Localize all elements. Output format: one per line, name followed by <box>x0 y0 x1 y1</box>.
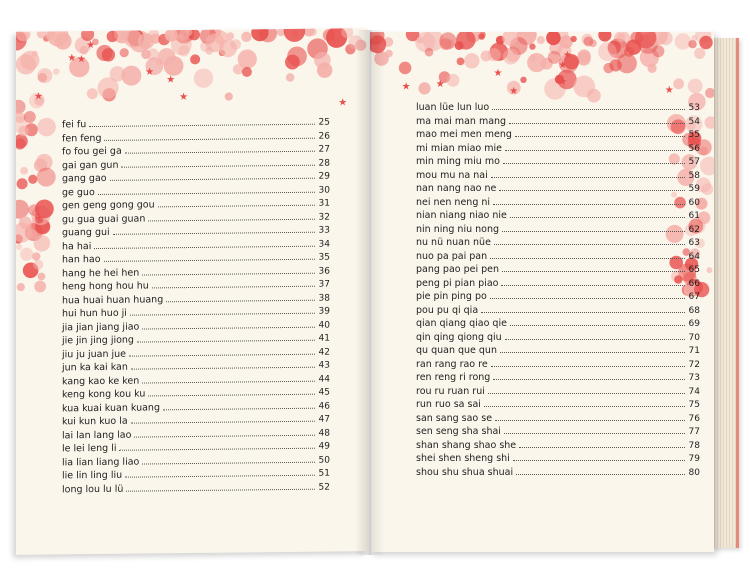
toc-entry-label: ge guo <box>62 186 95 198</box>
toc-page-number: 72 <box>688 359 700 370</box>
dot-leader <box>491 365 685 367</box>
dot-leader <box>493 378 684 380</box>
toc-entry-label: nin ning niu nong <box>416 223 500 235</box>
toc-page-number: 77 <box>688 427 700 437</box>
toc-page-number: 66 <box>688 278 700 289</box>
toc-page-number: 52 <box>318 482 330 493</box>
toc-entry <box>416 155 700 169</box>
toc-entry-label: pou pu qi qia <box>416 304 479 316</box>
toc-entry-label: mou mu na nai <box>416 169 488 181</box>
confetti-dot <box>20 248 33 261</box>
confetti-dot <box>478 33 485 40</box>
toc-page-number: 43 <box>318 360 330 371</box>
dot-leader <box>504 432 685 434</box>
dot-leader <box>142 325 314 329</box>
dot-leader <box>110 177 315 181</box>
dot-leader <box>129 352 315 356</box>
toc-page-number: 38 <box>318 293 330 304</box>
toc-page-number: 69 <box>688 319 700 329</box>
toc-entry-label: nuo pa pai pan <box>416 250 488 262</box>
toc-page-number: 74 <box>688 386 700 397</box>
confetti-dot <box>609 59 621 71</box>
toc-page-number: 73 <box>688 373 700 383</box>
toc-page-number: 71 <box>688 346 700 356</box>
confetti-dot <box>705 116 715 129</box>
confetti-dot <box>675 33 691 49</box>
star-icon: ★ <box>77 54 86 66</box>
confetti-dot <box>694 48 705 59</box>
toc-entry-label: nian niang niao nie <box>416 210 507 221</box>
toc-entry-label: gai gan gun <box>62 159 119 171</box>
toc-entry-label: peng pi pian piao <box>416 277 499 289</box>
star-icon: ★ <box>67 52 77 65</box>
toc-entry <box>416 277 700 291</box>
dot-leader <box>104 258 315 262</box>
toc-entry <box>416 169 700 183</box>
toc-entry-label: run ruo sa sai <box>416 399 481 410</box>
confetti-dot <box>238 49 257 68</box>
toc-page-number: 25 <box>318 117 330 128</box>
toc-entry-label: heng hong hou hu <box>62 280 149 293</box>
toc-page-number: 53 <box>688 103 700 113</box>
star-icon: ★ <box>401 81 411 93</box>
toc-entry-label: hua huai huan huang <box>62 293 164 306</box>
toc-entry-label: kui kun kuo la <box>62 415 128 428</box>
star-icon: ★ <box>166 74 176 86</box>
toc-entry <box>416 452 700 466</box>
toc-entry-label: shou shu shua shuai <box>416 466 514 478</box>
toc-page-number: 65 <box>688 265 700 275</box>
toc-entry <box>416 358 700 372</box>
dot-leader <box>125 474 314 478</box>
confetti-dot <box>34 281 46 293</box>
toc-page-number: 42 <box>318 347 330 358</box>
toc-entry-label: min ming miu mo <box>416 156 500 167</box>
star-icon: ★ <box>558 76 568 88</box>
toc-entry-label: sen seng sha shai <box>416 426 501 437</box>
confetti-dot <box>385 50 393 58</box>
toc-entry <box>416 236 700 250</box>
confetti-dot <box>571 36 577 42</box>
toc-page-number: 78 <box>688 440 700 451</box>
confetti-dot <box>28 175 37 184</box>
confetti-dot <box>598 42 617 61</box>
confetti-dot <box>425 48 434 57</box>
toc-entry-label: hui hun huo ji <box>62 307 127 320</box>
toc-page-number: 46 <box>318 401 330 412</box>
toc-page-number: 54 <box>688 116 700 127</box>
star-icon: ★ <box>338 97 348 109</box>
dot-leader <box>166 298 314 302</box>
toc-page-number: 31 <box>318 198 330 209</box>
toc-entry-label: lai lan lang lao <box>62 429 132 441</box>
toc-page-number: 61 <box>688 211 700 221</box>
toc-entry-label: qian qiang qiao qie <box>416 318 507 329</box>
toc-page-number: 40 <box>318 320 330 331</box>
toc-entry-label: hang he hei hen <box>62 267 140 279</box>
right-page <box>370 32 714 552</box>
toc-page-number: 58 <box>688 170 700 181</box>
toc-page-number: 49 <box>318 441 330 452</box>
confetti-dot <box>691 35 697 41</box>
dot-leader <box>119 447 314 451</box>
confetti-dot <box>16 200 29 219</box>
dot-leader <box>142 379 314 383</box>
toc-entry <box>416 344 700 358</box>
dot-leader <box>509 122 684 124</box>
page-edges <box>712 38 739 548</box>
confetti-dot <box>17 178 28 189</box>
toc-entry <box>416 115 700 129</box>
toc-entry-label: long lou lu lü <box>62 483 124 495</box>
toc-entry <box>416 101 700 115</box>
dot-leader <box>519 446 684 448</box>
dot-leader <box>134 433 314 437</box>
toc-entry-label: lie lin ling liu <box>62 469 123 482</box>
dot-leader <box>148 217 314 221</box>
toc-entry-label: mao mei men meng <box>416 129 512 140</box>
toc-page-number: 60 <box>688 197 700 208</box>
toc-page-number: 47 <box>318 414 330 425</box>
toc-entry-label: kang kao ke ken <box>62 375 140 387</box>
dot-leader <box>137 339 315 343</box>
confetti-dot <box>624 47 634 57</box>
toc-entry-label: ren reng ri rong <box>416 372 491 383</box>
dot-leader <box>493 203 685 205</box>
toc-page-number: 33 <box>318 225 330 236</box>
toc-entry <box>416 250 700 264</box>
toc-entry-label: qin qing qiong qiu <box>416 331 502 343</box>
confetti-dot <box>121 66 141 86</box>
star-icon: ★ <box>558 60 568 72</box>
confetti-dot <box>688 40 696 48</box>
toc-entry-label: qu quan que qun <box>416 345 497 356</box>
toc-entry-label: shei shen sheng shi <box>416 453 510 464</box>
toc-entry-label: jun ka kai kan <box>62 361 128 374</box>
star-icon: ★ <box>664 85 674 97</box>
dot-leader <box>104 136 314 140</box>
confetti-dot <box>503 49 519 65</box>
toc-page-number: 56 <box>688 143 700 154</box>
confetti-dot <box>53 68 60 75</box>
confetti-dot <box>706 267 712 273</box>
toc-page-number: 75 <box>688 400 700 410</box>
toc-page-number: 35 <box>318 252 330 263</box>
confetti-dot <box>194 68 213 88</box>
toc-page-number: 36 <box>318 266 330 277</box>
toc-entry-label: lia lian liang liao <box>62 456 140 468</box>
toc-entry <box>416 317 700 331</box>
toc-page-number: 34 <box>318 239 330 250</box>
confetti-dot <box>242 67 252 77</box>
dot-leader <box>505 149 685 151</box>
confetti-dot <box>481 51 492 62</box>
confetti-dot <box>399 62 412 75</box>
toc-page-number: 30 <box>318 185 330 196</box>
confetti-dot <box>286 73 295 82</box>
dot-leader <box>121 163 314 167</box>
confetti-dot <box>309 28 317 36</box>
toc-page-number: 68 <box>688 305 700 316</box>
dot-leader <box>89 123 314 127</box>
dot-leader <box>131 420 315 424</box>
star-icon: ★ <box>179 91 189 103</box>
toc-page-number: 79 <box>688 454 700 464</box>
star-icon: ★ <box>563 50 572 61</box>
star-icon: ★ <box>509 86 519 98</box>
toc-page-number: 55 <box>688 130 700 140</box>
toc-entry <box>62 480 330 496</box>
toc-entry-label: kua kuai kuan kuang <box>62 401 160 414</box>
dot-leader <box>158 204 315 208</box>
toc-entry-label: gen geng gong gou <box>62 199 155 212</box>
toc-entry-label: jie jin jing jiong <box>62 334 134 347</box>
dot-leader <box>484 405 685 407</box>
toc-entry-label: gang gao <box>62 172 107 185</box>
confetti-dot <box>673 78 684 89</box>
dot-leader <box>490 297 685 299</box>
confetti-dot <box>16 100 26 114</box>
star-icon: ★ <box>145 66 155 78</box>
confetti-dot <box>16 134 28 148</box>
dot-leader <box>491 176 685 178</box>
dot-leader <box>502 230 685 232</box>
confetti-dot <box>464 53 479 68</box>
confetti-dot <box>652 45 664 57</box>
dot-leader <box>510 324 685 326</box>
toc-page-number: 29 <box>318 171 330 182</box>
confetti-dot <box>418 82 430 94</box>
toc-entry-label: mi mian miao mie <box>416 142 502 154</box>
toc-entry <box>416 385 700 399</box>
toc-page-number: 26 <box>318 131 330 142</box>
confetti-dot <box>416 36 423 43</box>
dot-leader <box>499 189 684 191</box>
toc-page-number: 27 <box>318 144 330 155</box>
toc-entry-label: fei fu <box>62 119 87 131</box>
toc-entry-label: luan lüe lun luo <box>416 102 490 113</box>
dot-leader <box>152 285 315 289</box>
toc-entry <box>416 290 700 304</box>
toc-entry <box>416 223 700 237</box>
confetti-dot <box>16 244 22 250</box>
dot-leader <box>505 338 685 340</box>
dot-leader <box>481 311 684 313</box>
confetti-dot <box>648 64 657 73</box>
dot-leader <box>490 257 684 259</box>
toc-entry-label: jia jian jiang jiao <box>62 321 140 333</box>
toc-entry-label: gu gua guai guan <box>62 212 146 225</box>
confetti-dot <box>20 167 28 175</box>
confetti-dot <box>241 32 251 43</box>
confetti-dot <box>439 32 456 49</box>
right-toc-list <box>416 101 700 479</box>
star-icon: ★ <box>435 78 445 90</box>
confetti-dot <box>284 28 305 42</box>
confetti-dot <box>520 77 526 83</box>
toc-entry <box>416 398 700 412</box>
toc-page-number: 41 <box>318 333 330 344</box>
toc-page-number: 62 <box>688 224 700 235</box>
toc-entry-label: pang pao pei pen <box>416 264 500 275</box>
confetti-dot <box>87 88 98 99</box>
star-icon: ★ <box>493 68 503 79</box>
confetti-dot <box>705 88 714 98</box>
toc-page-number: 67 <box>688 292 700 302</box>
toc-page-number: 48 <box>318 428 330 439</box>
toc-entry-label: le lei leng li <box>62 442 117 455</box>
toc-entry <box>416 425 700 439</box>
dot-leader <box>130 312 315 316</box>
toc-entry <box>416 304 700 318</box>
confetti-dot <box>447 74 460 87</box>
dot-leader <box>142 271 314 275</box>
toc-entry-label: pie pin ping po <box>416 291 487 302</box>
dot-leader <box>500 351 685 353</box>
toc-entry <box>416 331 700 345</box>
toc-page-number: 63 <box>688 238 700 248</box>
confetti-dot <box>699 36 712 49</box>
dot-leader <box>131 366 315 370</box>
confetti-dot <box>37 118 56 137</box>
toc-page-number: 28 <box>318 158 330 169</box>
confetti-dot <box>24 111 36 123</box>
toc-entry-label: keng kong kou ku <box>62 388 146 401</box>
dot-leader <box>94 244 314 248</box>
dot-leader <box>494 243 685 245</box>
star-icon: ★ <box>34 91 43 103</box>
toc-entry <box>416 209 700 223</box>
toc-entry <box>416 196 700 210</box>
toc-page-number: 76 <box>688 413 700 424</box>
dot-leader <box>163 406 315 410</box>
toc-entry-label: fo fou gei ga <box>62 145 122 158</box>
toc-entry <box>416 412 700 426</box>
toc-page-number: 80 <box>688 467 700 478</box>
dot-leader <box>142 460 314 464</box>
left-toc-list <box>62 116 330 497</box>
toc-page-number: 50 <box>318 455 330 466</box>
toc-page-number: 51 <box>318 468 330 479</box>
toc-entry <box>416 466 700 480</box>
toc-entry-label: shan shang shao she <box>416 439 517 451</box>
confetti-dot <box>578 50 591 63</box>
dot-leader <box>98 190 315 194</box>
toc-entry-label: san sang sao se <box>416 412 493 424</box>
toc-entry-label: jiu ju juan jue <box>62 348 127 360</box>
toc-entry-label: nan nang nao ne <box>416 183 497 194</box>
toc-page-number: 37 <box>318 279 330 290</box>
toc-page-number: 64 <box>688 251 700 262</box>
dot-leader <box>148 393 314 397</box>
toc-entry <box>416 439 700 453</box>
toc-page-number: 59 <box>688 184 700 194</box>
toc-entry <box>416 371 700 385</box>
star-icon: ★ <box>86 39 96 52</box>
toc-entry-label: rou ru ruan rui <box>416 385 485 397</box>
toc-page-number: 57 <box>688 157 700 167</box>
dot-leader <box>492 108 684 110</box>
toc-entry-label: fen feng <box>62 132 102 144</box>
dot-leader <box>495 419 684 421</box>
toc-page-number: 32 <box>318 212 330 223</box>
toc-page-number: 44 <box>318 374 330 385</box>
dot-leader <box>501 284 684 286</box>
confetti-dot <box>33 260 43 270</box>
toc-page-number: 39 <box>318 306 330 317</box>
toc-entry-label: nu nü nuan nüe <box>416 237 491 248</box>
toc-entry <box>416 128 700 142</box>
dot-leader <box>515 135 685 137</box>
dot-leader <box>113 231 315 235</box>
confetti-dot <box>457 58 465 66</box>
confetti-dot <box>537 36 545 44</box>
confetti-dot <box>16 54 36 75</box>
confetti-dot <box>37 68 52 83</box>
confetti-dot <box>190 54 200 64</box>
left-page <box>16 28 368 555</box>
confetti-dot <box>38 273 46 281</box>
toc-entry-label: nei nen neng ni <box>416 196 491 208</box>
toc-page-number: 70 <box>688 332 700 343</box>
toc-entry-label: ran rang rao re <box>416 358 488 370</box>
toc-entry-label: han hao <box>62 253 101 266</box>
confetti-dot <box>700 157 714 176</box>
dot-leader <box>125 150 315 154</box>
confetti-dot <box>527 53 546 72</box>
dot-leader <box>502 270 685 272</box>
confetti-dot <box>17 283 25 291</box>
dot-leader <box>513 459 685 461</box>
dot-leader <box>503 162 685 164</box>
confetti-dot <box>598 32 611 42</box>
confetti-dot <box>225 92 233 100</box>
toc-entry-label: ha hai <box>62 240 92 252</box>
dot-leader <box>510 216 685 218</box>
confetti-dot <box>583 37 593 47</box>
toc-entry-label: guang gui <box>62 226 110 239</box>
confetti-dot <box>529 43 535 49</box>
dot-leader <box>516 473 684 475</box>
confetti-dot <box>617 33 626 42</box>
toc-entry <box>416 263 700 277</box>
toc-page-number: 45 <box>318 387 330 398</box>
confetti-dot <box>120 48 129 57</box>
confetti-dot <box>688 79 703 94</box>
toc-entry-label: ma mai man mang <box>416 115 507 127</box>
toc-entry <box>416 142 700 156</box>
toc-entry <box>416 182 700 196</box>
dot-leader <box>126 487 314 491</box>
dot-leader <box>488 392 685 394</box>
